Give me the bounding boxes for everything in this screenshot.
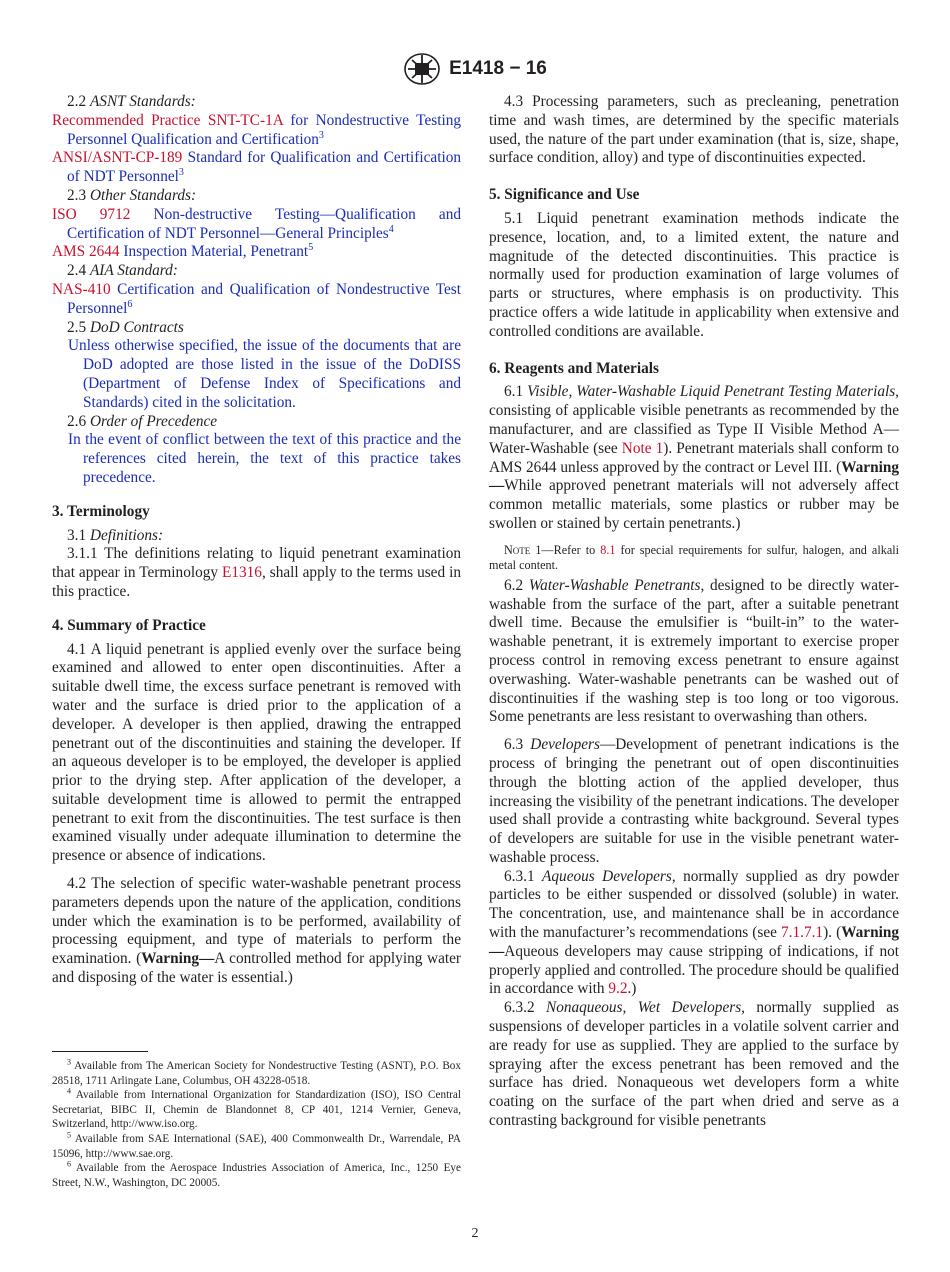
section-3-heading: 3. Terminology: [52, 502, 150, 520]
dod-contracts-text: Unless otherwise specified, the issue of the documents that are DoD adopted are those listed in the issue of the DoDISS (Department of Defense Index of Specifications and Standards) cited in the solicitation.: [68, 337, 461, 411]
section-5-heading: 5. Significance and Use: [489, 186, 640, 204]
paragraph-6-1: 6.1 Visible, Water-Washable Liquid Penetrant Testing Materials, consisting of applicable visible penetrants as recommended by the manufacturer, and are classified as Type II Visible Method A—Water-Washable (see Note 1). Penetrant materials shall conform to AMS 2644 unless approved by the contract or Level III. (Warning—While approved penetrant materials will not adversely affect common metallic materials, some plastics or rubber may be swollen or stained by certain penetrants.): [489, 383, 900, 532]
link-note-1[interactable]: Note 1: [621, 439, 664, 457]
paragraph-6-2: 6.2 Water-Washable Penetrants, designed to be directly water-washable from the surface of the part, after a suitable penetrant dwell time. Because the emulsifier is “built-in” to the water-washable penetrant, it is extremely important to exercise proper process control in removing excess penetrant to ensure against overwashing. Water-washable penetrants can be washed out of discontinuities if the washing step is too long or too vigorous. Some penetrants are less resistant to overwashing than others.: [489, 576, 900, 726]
footnote-3: $^3$ Available from The American Society for Nondestructive Testing (ASNT), P.O. Box 28518, 1711 Arlingate Lane, Columbus, OH 43228-0518.: [52, 1057, 461, 1087]
ref-nas-410[interactable]: NAS-410 Certification and Qualification of Nondestructive Test Personnel$^6$: [52, 280, 461, 317]
astm-logo-icon: [403, 52, 441, 86]
precedence-text: In the event of conflict between the text of this practice and the references cited herein, the text of this practice takes precedence.: [68, 431, 461, 486]
paragraph-6-3-2: 6.3.2 Nonaqueous, Wet Developers, normally supplied as suspensions of developer particles in a volatile solvent carrier and are ready for use as supplied. They are applied to the surface by spraying after the excess penetrant has been removed and the surface has dried. Nonaqueous wet developers form a white coating on the surface of the part when dried and serve as a contrasting background for visible penetrants: [489, 999, 899, 1130]
link-e1316[interactable]: E1316: [222, 564, 262, 582]
paragraph-4-3: 4.3 Processing parameters, such as precleaning, penetration time and wash times, are determined by the specific materials used, the nature of the part under examination (that is, size, shape, surface condition, alloy) and type of discontinuities expected.: [489, 93, 899, 167]
right-column: [489, 93, 899, 1131]
ref-ansi-asnt-cp-189[interactable]: ANSI/ASNT-CP-189 Standard for Qualification and Certification of NDT Personnel$^3$: [52, 149, 461, 186]
section-4-heading: 4. Summary of Practice: [52, 616, 206, 634]
paragraph-3-1-1: 3.1.1 The definitions relating to liquid penetrant examination that appear in Terminology E1316, shall apply to the terms used in this practice.: [52, 545, 461, 600]
footnote-4: $^4$ Available from International Organization for Standardization (ISO), ISO Central Secretariat, BIBC II, Chemin de Blandonnet 8, CP 401, 1214 Vernier, Geneva, Switzerland, http://www.iso.org.: [52, 1086, 461, 1131]
page-number: 2: [471, 1226, 479, 1241]
section-2-2-heading: 2.2 ASNT Standards:: [67, 93, 196, 110]
left-column: [52, 93, 461, 988]
ref-ams-2644[interactable]: AMS 2644 Inspection Material, Penetrant$^5$: [52, 242, 314, 261]
paragraph-6-3: 6.3 Developers—Development of penetrant indications is the process of bringing the penetrant out of open discontinuities through the blotting action of the applied developer, thus increasing the visibility of the penetrant indications. The developer used shall provide a contrasting white background. Several types of developers are suitable for use in the visible penetrant water-washable process.: [489, 736, 899, 866]
link-7-1-7-1[interactable]: 7.1.7.1: [781, 924, 824, 942]
section-3-1-heading: 3.1 Definitions:: [67, 526, 164, 544]
section-2-5-heading: 2.5 DoD Contracts: [67, 318, 184, 336]
section-2-3-heading: 2.3 Other Standards:: [67, 186, 197, 204]
section-2-6-heading: 2.6 Order of Precedence: [67, 412, 218, 430]
link-8-1[interactable]: 8.1: [600, 542, 616, 557]
footnote-divider: [52, 1051, 148, 1052]
link-9-2[interactable]: 9.2: [608, 980, 628, 998]
ref-iso-9712[interactable]: ISO 9712 Non-destructive Testing—Qualification and Certification of NDT Personnel—General Principles$^4$: [52, 205, 461, 242]
footnote-6: $^6$ Available from the Aerospace Industries Association of America, Inc., 1250 Eye Street, N.W., Washington, DC 20005.: [52, 1159, 461, 1189]
page-header: [0, 52, 950, 86]
paragraph-6-3-1: 6.3.1 Aqueous Developers, normally supplied as dry powder particles to be either suspended or dissolved (soluble) in water. The concentration, use, and maintenance shall be in accordance with the manufacturer’s recommendations (see 7.1.7.1). (Warning—Aqueous developers may cause stripping of indications, if not properly applied and controlled. The procedure should be qualified in accordance with 9.2.): [489, 867, 899, 998]
section-2-4-heading: 2.4 AIA Standard:: [67, 262, 178, 280]
paragraph-5-1: 5.1 Liquid penetrant examination methods indicate the presence, location, and, to a limited extent, the nature and magnitude of the detected discontinuities. This practice is normally used for production examination of large volumes of parts or structures, where emphasis is on productivity. This practice offers a wide latitude in applicability when extensive and controlled conditions are available.: [489, 209, 899, 340]
note-1: Note 1—Refer to 8.1 for special requirements for sulfur, halogen, and alkali metal content.: [489, 542, 900, 573]
footnotes: [52, 1059, 461, 1190]
footnote-5: $^5$ Available from SAE International (SAE), 400 Commonwealth Dr., Warrendale, PA 15096, http://www.sae.org.: [52, 1130, 461, 1160]
paragraph-4-1: 4.1 A liquid penetrant is applied evenly over the surface being examined and allowed to enter open discontinuities. After a suitable dwell time, the excess surface penetrant is removed with water and the surface is dried prior to the application of a developer. A developer is then applied, drawing the entrapped penetrant out of the discontinuities and staining the developer. If an aqueous developer is to be employed, the developer is applied prior to the drying step. After application of the developer, a suitable development time is allowed to permit the entrapped penetrant to exit from the discontinuities. The test surface is then examined visually under adequate illumination to determine the presence or absence of indications.: [52, 640, 461, 865]
document-id: E1418 − 16: [449, 58, 547, 79]
paragraph-4-2: 4.2 The selection of specific water-washable penetrant process parameters depends upon the nature of the application, conditions under which the examination is to be performed, availability of processing equipment, and type of materials to perform the examination. (Warning—A controlled method for applying water and disposing of the water is essential.): [52, 875, 461, 987]
section-6-heading: 6. Reagents and Materials: [489, 359, 659, 377]
ref-snt-tc-1a[interactable]: Recommended Practice SNT-TC-1A for Nondestructive Testing Personnel Qualification and Certification$^3$: [52, 111, 461, 148]
